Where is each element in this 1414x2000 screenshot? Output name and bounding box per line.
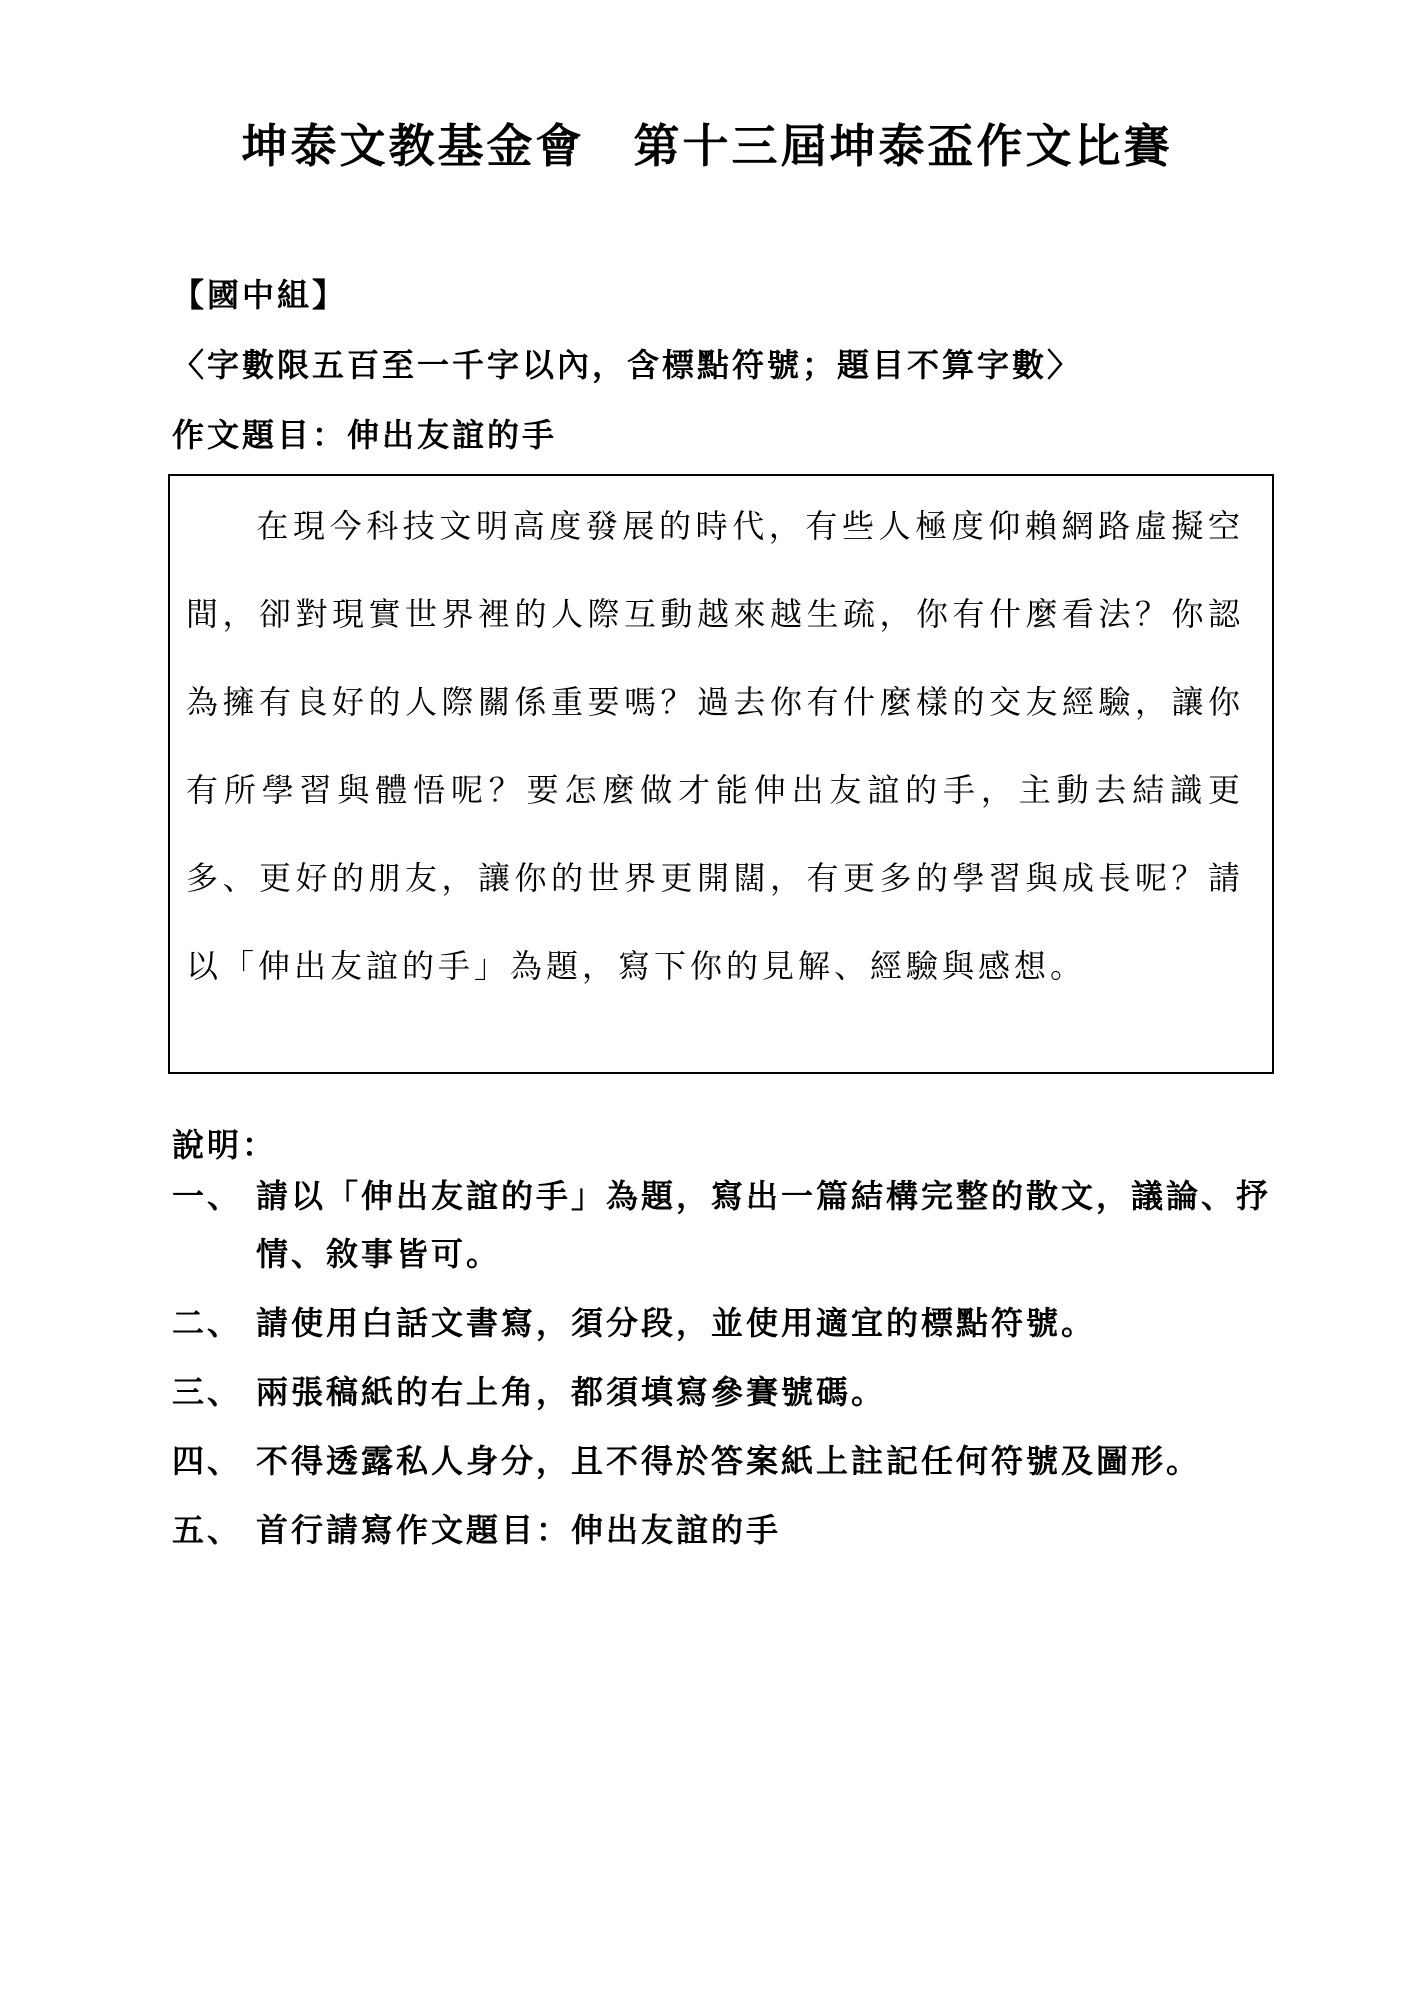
note-text: 首行請寫作文題目：伸出友誼的手 bbox=[256, 1511, 782, 1549]
note-text: 請使用白話文書寫，須分段，並使用適宜的標點符號。 bbox=[256, 1304, 1097, 1342]
notes-heading: 說明： bbox=[172, 1126, 278, 1164]
note-item bbox=[172, 1510, 1282, 1559]
note-text: 不得透露私人身分，且不得於答案紙上註記任何符號及圖形。 bbox=[256, 1442, 1202, 1480]
note-text: 兩張稿紙的右上角，都須填寫參賽號碼。 bbox=[256, 1373, 887, 1411]
essay-topic: 作文題目：伸出友誼的手 bbox=[172, 416, 558, 454]
note-item bbox=[172, 1303, 1282, 1352]
notes-list bbox=[172, 1176, 1282, 1579]
note-number: 三、 bbox=[172, 1373, 243, 1411]
note-number: 五、 bbox=[172, 1511, 243, 1549]
prompt-text: 在現今科技文明高度發展的時代，有些人極度仰賴網路虛擬空間，卻對現實世界裡的人際互動越來越生疏，你有什麼看法？你認為擁有良好的人際關係重要嗎？過去你有什麼樣的交友經驗，讓你有所學習與體悟呢？要怎麼做才能伸出友誼的手，主動去結識更多、更好的朋友，讓你的世界更開闊，有更多的學習與成長呢？請以「伸出友誼的手」為題，寫下你的見解、經驗與感想。 bbox=[186, 507, 1244, 985]
word-limit-note: 〈字數限五百至一千字以內，含標點符號；題目不算字數〉 bbox=[172, 346, 1083, 384]
page-title: 坤泰文教基金會 第十三屆坤泰盃作文比賽 bbox=[241, 119, 1173, 173]
note-item bbox=[172, 1176, 1282, 1283]
prompt-box bbox=[168, 474, 1274, 1074]
note-text: 請以「伸出友誼的手」為題，寫出一篇結構完整的散文，議論、抒情、敘事皆可。 bbox=[256, 1177, 1272, 1273]
note-item bbox=[172, 1441, 1282, 1490]
note-number: 一、 bbox=[172, 1177, 243, 1215]
note-number: 四、 bbox=[172, 1442, 243, 1480]
note-item bbox=[172, 1372, 1282, 1421]
group-label: 【國中組】 bbox=[172, 276, 348, 314]
note-number: 二、 bbox=[172, 1304, 243, 1342]
